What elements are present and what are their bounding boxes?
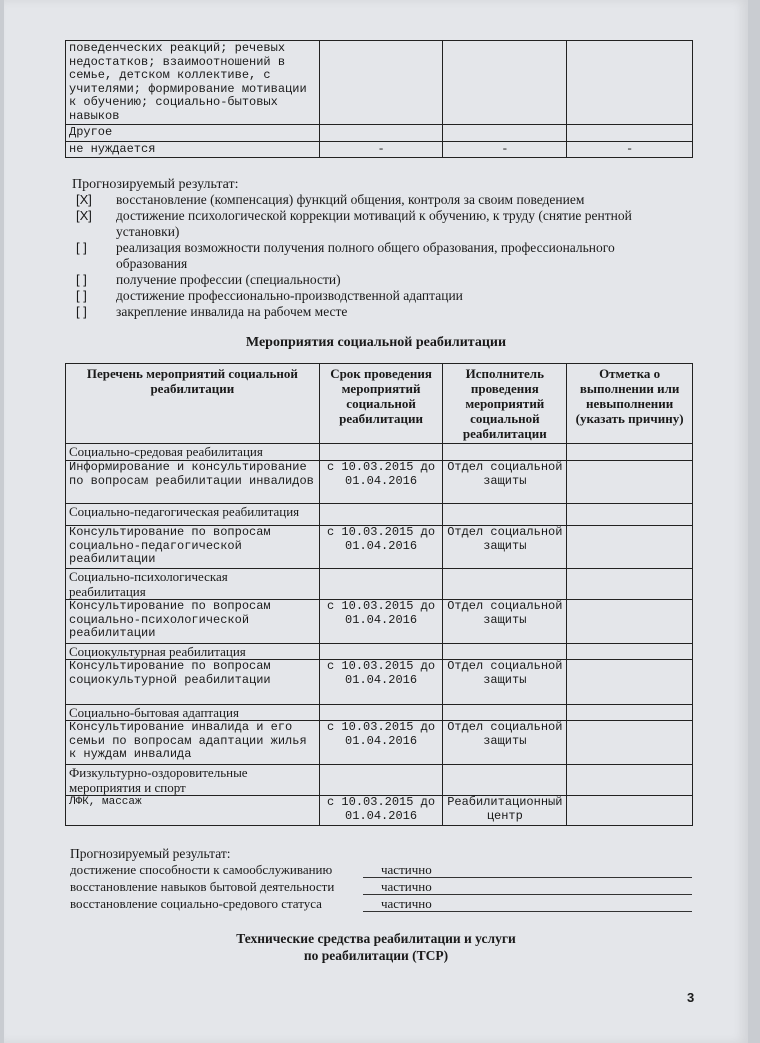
executor-cell: Отдел социальной защиты [443, 721, 567, 765]
tsr-title-line2: по реабилитации (ТСР) [303, 948, 449, 963]
forecast2-label: достижение способности к самообслуживанию [70, 862, 333, 877]
checklist-item [76, 288, 686, 304]
page-number: 3 [687, 990, 695, 1005]
checklist-text: достижение психологической коррекции мотиваций к обучению, к труду (снятие рентной установки) [116, 208, 632, 239]
section-title: Мероприятия социальной реабилитации [245, 335, 507, 350]
category-row [66, 644, 693, 660]
forecast2-value: частично [363, 896, 692, 912]
item-cell: Информирование и консультирование по вопросам реабилитации инвалидов [66, 461, 320, 504]
mark-cell [567, 660, 693, 705]
table-row [66, 796, 693, 826]
table-cell [319, 504, 443, 526]
table-cell [443, 705, 567, 721]
category-cell: Социокультурная реабилитация [66, 644, 320, 660]
table-cell [567, 125, 693, 142]
table-cell [567, 41, 693, 125]
forecast2-label: восстановление навыков бытовой деятельности [70, 879, 335, 894]
forecast2-value: частично [363, 862, 692, 878]
table-cell [319, 444, 443, 461]
table-cell: не нуждается [66, 141, 320, 158]
checklist-item [76, 272, 686, 288]
mark-cell [567, 526, 693, 569]
category-cell [66, 569, 320, 600]
category-cell [66, 765, 320, 796]
checklist-text: восстановление (компенсация) функций общения, контроля за своим поведением [116, 192, 585, 207]
table-cell: Другое [66, 125, 320, 142]
tsr-title-line1: Технические средства реабилитации и услуги [236, 931, 516, 946]
table-cell [567, 569, 693, 600]
executor-text: Реабилитационный центр [447, 795, 563, 823]
forecast2-row [70, 862, 692, 879]
forecast-title: Прогнозируемый результат: [72, 177, 239, 192]
checklist-item [76, 192, 686, 208]
item-cell: Консультирование по вопросам социально-психологической реабилитации [66, 600, 320, 644]
checkbox-mark: [X] [76, 192, 92, 207]
checklist-text: получение профессии (специальности) [116, 272, 341, 287]
column-header: Отметка о выполнении или невыполнении (указать причину) [567, 364, 693, 444]
forecast-checklist [76, 192, 686, 320]
period-cell: с 10.03.2015 до 01.04.2016 [319, 796, 443, 826]
forecast2-list [70, 862, 692, 913]
table-cell [319, 644, 443, 660]
forecast2-value: частично [363, 879, 692, 895]
checkbox-mark: [ ] [76, 304, 87, 319]
table-cell [443, 504, 567, 526]
table-row [66, 41, 693, 125]
mark-cell [567, 796, 693, 826]
item-cell: Консультирование инвалида и его семьи по вопросам адаптации жилья к нуждам инвалида [66, 721, 320, 765]
table-cell [443, 125, 567, 142]
mark-cell [567, 461, 693, 504]
table-row [66, 526, 693, 569]
table-row [66, 721, 693, 765]
category-text: Социально-психологическая реабилитация [69, 569, 228, 599]
table-row [66, 660, 693, 705]
forecast2-title: Прогнозируемый результат: [70, 846, 231, 861]
item-cell: Консультирование по вопросам социокультурной реабилитации [66, 660, 320, 705]
table-row [66, 461, 693, 504]
forecast2-row [70, 896, 692, 913]
column-header: Срок проведения мероприятий социальной реабилитации [319, 364, 443, 444]
checklist-item [76, 240, 686, 272]
category-cell: Социально-педагогическая реабилитация [66, 504, 320, 526]
executor-cell: Отдел социальной защиты [443, 461, 567, 504]
table-row [66, 600, 693, 644]
table-cell [567, 765, 693, 796]
checklist-text: реализация возможности получения полного общего образования, профессионального образования [116, 240, 615, 271]
table-cell: поведенческих реакций; речевых недостатков; взаимоотношений в семье, детском коллективе, с учителями; формирование мотивации к обучению; социально-бытовых навыков [66, 41, 320, 125]
table-cell [443, 569, 567, 600]
forecast2-label: восстановление социально-средового статуса [70, 896, 322, 911]
table-cell [567, 705, 693, 721]
checkbox-mark: [X] [76, 208, 92, 223]
table-cell [319, 125, 443, 142]
table-cell [319, 765, 443, 796]
table-cell: - [567, 141, 693, 158]
table-row [66, 141, 693, 158]
category-row [66, 765, 693, 796]
category-row [66, 569, 693, 600]
table-cell [443, 444, 567, 461]
document-page [4, 0, 748, 1043]
forecast2-row [70, 879, 692, 896]
item-cell: Консультирование по вопросам социально-педагогической реабилитации [66, 526, 320, 569]
mark-cell [567, 600, 693, 644]
table-cell [443, 644, 567, 660]
table-cell [567, 444, 693, 461]
executor-cell: Отдел социальной защиты [443, 600, 567, 644]
period-cell: с 10.03.2015 до 01.04.2016 [319, 600, 443, 644]
table-cell [567, 644, 693, 660]
executor-cell [443, 796, 567, 826]
checklist-item [76, 304, 686, 320]
table-cell [443, 765, 567, 796]
item-cell: ЛФК, массаж [66, 796, 320, 826]
table-cell [319, 41, 443, 125]
checklist-text: достижение профессионально-производственной адаптации [116, 288, 463, 303]
table-row [66, 125, 693, 142]
period-cell: с 10.03.2015 до 01.04.2016 [319, 721, 443, 765]
period-cell: с 10.03.2015 до 01.04.2016 [319, 526, 443, 569]
category-row [66, 504, 693, 526]
period-cell: с 10.03.2015 до 01.04.2016 [319, 461, 443, 504]
rehab-measures-table [65, 363, 693, 826]
checkbox-mark: [ ] [76, 240, 87, 255]
category-row [66, 444, 693, 461]
mark-cell [567, 721, 693, 765]
table-cell: - [443, 141, 567, 158]
checklist-text: закрепление инвалида на рабочем месте [116, 304, 348, 319]
column-header: Исполнитель проведения мероприятий социальной реабилитации [443, 364, 567, 444]
table-cell [443, 41, 567, 125]
checkbox-mark: [ ] [76, 288, 87, 303]
checkbox-mark: [ ] [76, 272, 87, 287]
executor-cell: Отдел социальной защиты [443, 660, 567, 705]
category-text: Физкультурно-оздоровительные мероприятия и спорт [69, 765, 248, 795]
executor-cell: Отдел социальной защиты [443, 526, 567, 569]
category-cell: Социально-средовая реабилитация [66, 444, 320, 461]
top-table [65, 40, 693, 158]
table-cell [567, 504, 693, 526]
table-cell: - [319, 141, 443, 158]
category-cell: Социально-бытовая адаптация [66, 705, 320, 721]
period-cell: с 10.03.2015 до 01.04.2016 [319, 660, 443, 705]
table-cell [319, 569, 443, 600]
table-cell [319, 705, 443, 721]
table-header-row [66, 364, 693, 444]
checklist-item [76, 208, 686, 240]
column-header: Перечень мероприятий социальной реабилитации [66, 364, 320, 444]
category-row [66, 705, 693, 721]
